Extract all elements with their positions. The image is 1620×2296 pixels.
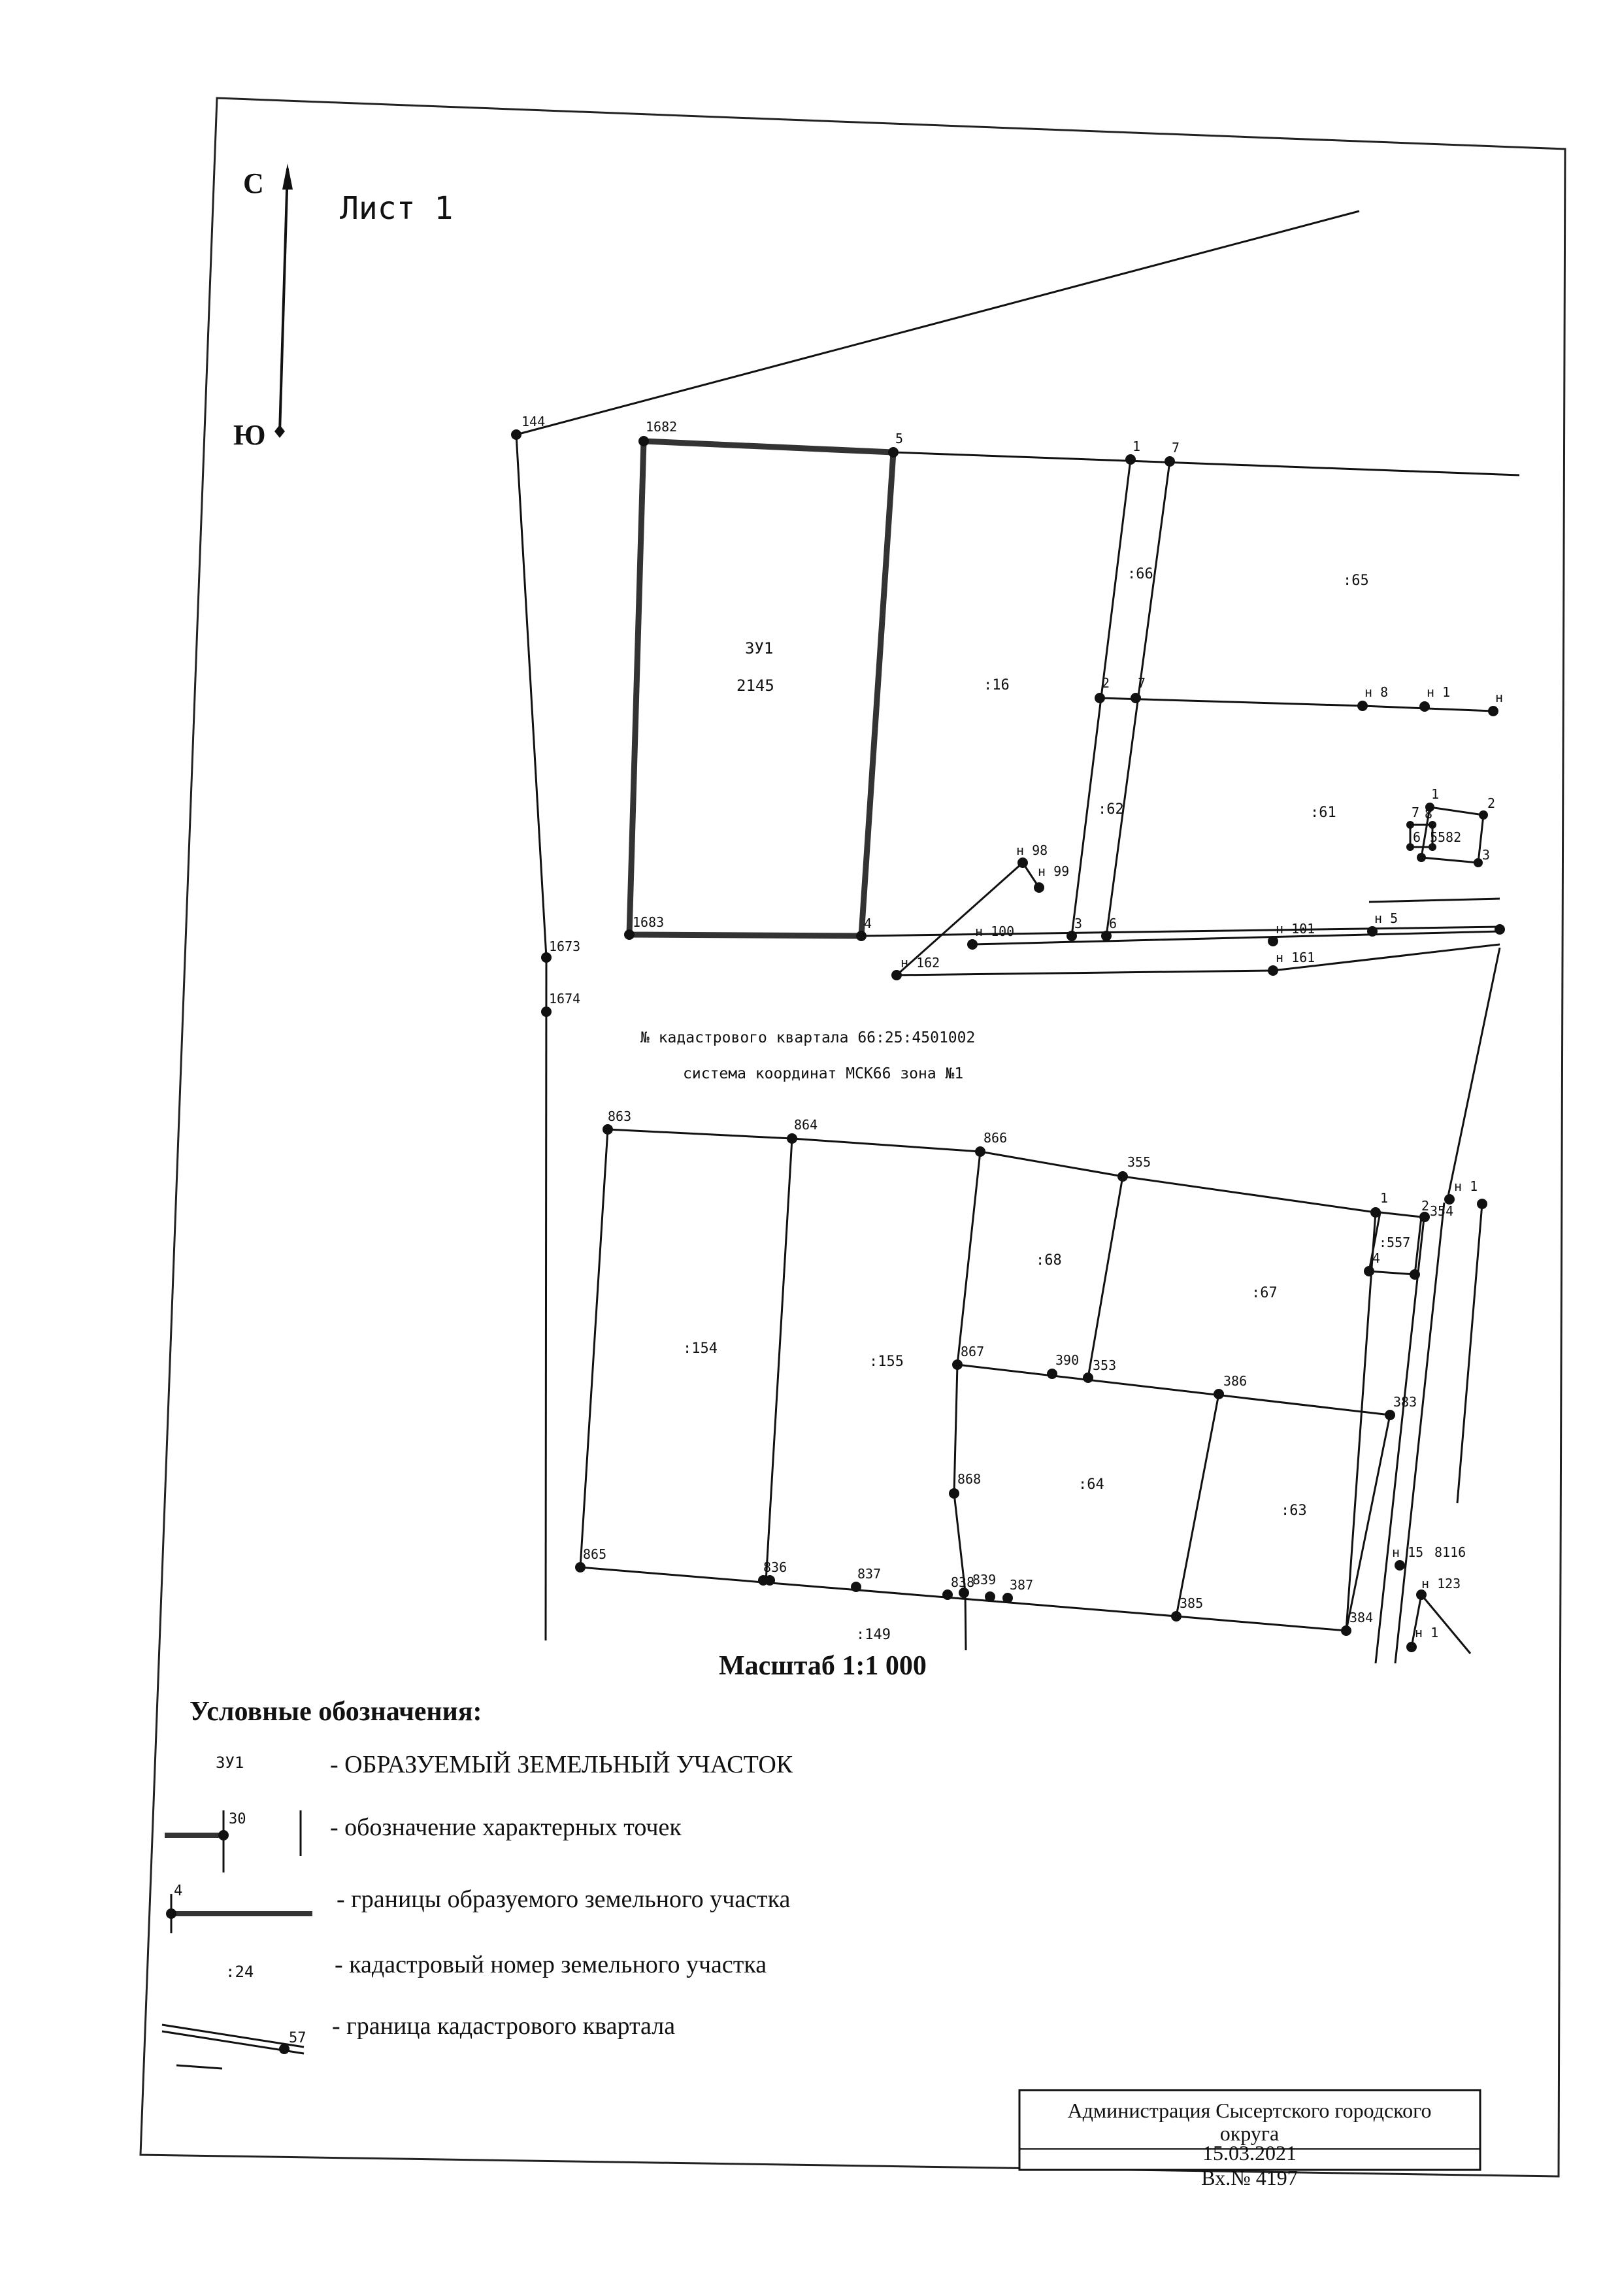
point-label: 6 bbox=[1109, 916, 1117, 931]
point-label: 5 bbox=[895, 431, 904, 446]
north-letter: С bbox=[243, 167, 264, 199]
point-label: 1674 bbox=[549, 991, 581, 1007]
point-label: 863 bbox=[608, 1108, 632, 1124]
sheet-frame bbox=[141, 98, 1565, 2176]
zu1-label: ЗУ1 bbox=[745, 639, 774, 657]
point-label: 144 bbox=[521, 414, 546, 429]
point-label: н 123 bbox=[1421, 1576, 1461, 1591]
legend-item-cadastral-number bbox=[225, 1951, 767, 1981]
legend-item-quarter-boundary bbox=[162, 2012, 675, 2069]
point-label: 383 bbox=[1393, 1394, 1417, 1410]
point-label: н 1 bbox=[1427, 684, 1451, 700]
legend-sample-quarter: 57 bbox=[289, 2030, 306, 2046]
point-label: 838 bbox=[951, 1574, 975, 1590]
point-label: н 101 bbox=[1276, 921, 1315, 937]
sheet-title: Лист 1 bbox=[340, 190, 454, 227]
legend-text: - кадастровый номер земельного участка bbox=[335, 1951, 767, 1978]
stamp-line-2: округа bbox=[1219, 2121, 1280, 2145]
point-label: н 1 bbox=[1415, 1625, 1439, 1640]
point-label: н 98 bbox=[1016, 842, 1048, 858]
legend-text: - границы образуемого земельного участка bbox=[337, 1886, 791, 1913]
stamp-line-4: Вх.№ 4197 bbox=[1201, 2166, 1298, 2189]
point-label: 1683 bbox=[633, 914, 665, 930]
point-label: 8 bbox=[1425, 806, 1433, 822]
parcel-labels bbox=[683, 566, 1369, 1643]
legend-text: - граница кадастрового квартала bbox=[332, 2012, 676, 2040]
point-label: 6 bbox=[1413, 829, 1421, 845]
point-label: 1682 bbox=[646, 419, 678, 435]
point-label: н 8 bbox=[1364, 684, 1389, 700]
point-label: н 15 bbox=[1392, 1544, 1424, 1560]
point-label: 355 bbox=[1127, 1154, 1151, 1170]
legend-title: Условные обозначения: bbox=[190, 1697, 482, 1727]
legend-sample-boundary: 4 bbox=[174, 1883, 183, 1899]
parcel-number: :66 bbox=[1127, 566, 1153, 582]
point-label: 8116 bbox=[1434, 1544, 1466, 1560]
parcel-number: :61 bbox=[1310, 805, 1336, 821]
point-label: 354 bbox=[1430, 1203, 1454, 1219]
coordinate-system: система координат МСК66 зона №1 bbox=[683, 1065, 964, 1082]
point-label: 837 bbox=[857, 1566, 882, 1582]
point-label: 353 bbox=[1093, 1357, 1117, 1373]
point-label: 385 bbox=[1180, 1595, 1204, 1611]
point-label: 384 bbox=[1349, 1610, 1374, 1625]
point-label: 2 bbox=[1102, 675, 1110, 691]
north-arrow bbox=[274, 163, 293, 438]
point-label: 5 bbox=[1430, 829, 1438, 845]
legend-sample-point: 30 bbox=[229, 1811, 246, 1827]
parcel-number: :155 bbox=[869, 1354, 904, 1370]
top-block-boundaries bbox=[863, 452, 1519, 975]
point-label: 868 bbox=[957, 1471, 982, 1487]
point-label: н 1 bbox=[1454, 1178, 1478, 1194]
point-label: 864 bbox=[794, 1117, 818, 1133]
parcel-number: :68 bbox=[1036, 1252, 1062, 1269]
legend-item-plot-boundary bbox=[166, 1883, 791, 1933]
point-label: 1673 bbox=[549, 939, 581, 954]
bottom-block-boundaries bbox=[580, 948, 1500, 1663]
point-label: 865 bbox=[583, 1546, 607, 1562]
point-label: 1 bbox=[1431, 786, 1440, 802]
point-label: 867 bbox=[961, 1344, 985, 1359]
scale-label: Масштаб 1:1 000 bbox=[719, 1651, 927, 1681]
point-label: 836 bbox=[763, 1559, 787, 1575]
point-label: 7 bbox=[1172, 440, 1180, 456]
legend-text: - ОБРАЗУЕМЫЙ ЗЕМЕЛЬНЫЙ УЧАСТОК bbox=[330, 1751, 793, 1778]
point-label: 2 bbox=[1487, 795, 1496, 811]
stamp-line-3: 15.03.2021 bbox=[1202, 2141, 1297, 2165]
point-label: 582 bbox=[1438, 829, 1462, 845]
point-label: :557 bbox=[1379, 1235, 1411, 1250]
parcel-number: :63 bbox=[1281, 1503, 1307, 1519]
legend-sample-number: :24 bbox=[225, 1963, 254, 1981]
legend-item-formed-plot bbox=[216, 1751, 793, 1778]
stamp-line-1: Администрация Сысертского городского bbox=[1067, 2099, 1432, 2122]
point-label: 1 bbox=[1380, 1190, 1389, 1206]
point-label: н 99 bbox=[1038, 863, 1070, 879]
parcel-number: :62 bbox=[1098, 801, 1124, 818]
point-label: 4 bbox=[864, 916, 872, 931]
parcel-number: :154 bbox=[683, 1340, 718, 1357]
point-label: 386 bbox=[1223, 1373, 1248, 1389]
parcel-number: :149 bbox=[856, 1627, 891, 1643]
point-label: 3 bbox=[1074, 916, 1083, 931]
point-label: н 100 bbox=[975, 923, 1015, 939]
point-label: 839 bbox=[972, 1572, 997, 1588]
point-label: н 161 bbox=[1276, 950, 1315, 965]
point-label: 390 bbox=[1055, 1352, 1080, 1368]
parcel-number: :65 bbox=[1343, 573, 1369, 589]
point-label: 1 bbox=[1132, 439, 1141, 454]
point-label: 7 bbox=[1138, 675, 1146, 691]
point-label: н 162 bbox=[901, 955, 940, 971]
point-label: 2 bbox=[1421, 1198, 1430, 1214]
point-label: 387 bbox=[1010, 1577, 1034, 1593]
point-label: н bbox=[1495, 690, 1504, 705]
point-label: 866 bbox=[984, 1130, 1008, 1146]
legend-item-points bbox=[165, 1810, 682, 1872]
parcel-number: :16 bbox=[984, 677, 1010, 693]
quarter-number: № кадастрового квартала 66:25:4501002 bbox=[640, 1029, 976, 1046]
zu1-number: 2145 bbox=[736, 676, 774, 695]
legend-text: - обозначение характерных точек bbox=[330, 1814, 682, 1841]
point-labels bbox=[521, 414, 1503, 1640]
point-label: 4 bbox=[1372, 1250, 1381, 1266]
legend-sample-zu1: ЗУ1 bbox=[216, 1754, 244, 1772]
point-label: 7 bbox=[1412, 805, 1420, 820]
parcel-number: :67 bbox=[1251, 1285, 1278, 1301]
point-label: н 5 bbox=[1374, 910, 1398, 926]
point-label: 3 bbox=[1482, 847, 1491, 863]
south-letter: Ю bbox=[233, 419, 266, 451]
parcel-number: :64 bbox=[1078, 1476, 1104, 1493]
